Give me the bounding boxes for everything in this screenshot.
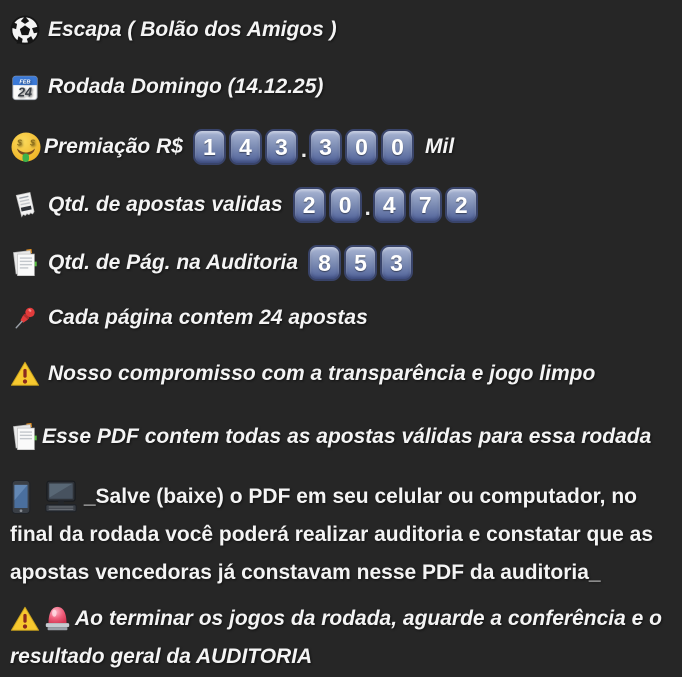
round-row (10, 70, 672, 104)
keycap-digit: 2 (293, 187, 326, 223)
prize-row (10, 128, 672, 166)
commitment-text: Nosso compromisso com a transparência e jogo limpo (48, 362, 596, 385)
keycap-digit: 4 (373, 187, 406, 223)
calendar-icon (10, 72, 40, 102)
title-text: Escapa ( Bolão dos Amigos ) (48, 18, 337, 41)
keycap-digit: 5 (344, 245, 377, 281)
keycap-digit: 8 (308, 245, 341, 281)
bookmark-tabs-icon (10, 422, 40, 452)
bets-label: Qtd. de apostas validas (48, 193, 283, 216)
title-row (10, 14, 672, 46)
bets-value (293, 187, 481, 223)
save-instructions (10, 478, 672, 592)
warning-icon (10, 360, 40, 388)
money-mouth-face-icon (10, 131, 42, 163)
pushpin-icon (10, 303, 40, 333)
pdf-info-row (10, 420, 672, 454)
money-eye-right: $ (30, 137, 35, 148)
keycap-digit: 0 (329, 187, 362, 223)
bookmark-tabs-icon (10, 248, 40, 278)
money-eye-left: $ (17, 137, 22, 148)
prize-value (193, 129, 417, 165)
pages-row (10, 244, 672, 282)
audit-notice (10, 600, 672, 676)
keycap-digit: 2 (445, 187, 478, 223)
commitment-row (10, 358, 672, 390)
per-page-text: Cada página contem 24 apostas (48, 306, 368, 329)
bets-row (10, 186, 672, 224)
pages-value (308, 245, 416, 281)
receipt-icon (10, 190, 40, 220)
round-text: Rodada Domingo (14.12.25) (48, 75, 324, 98)
thousands-separator: . (300, 137, 308, 162)
keycap-digit: 3 (265, 129, 298, 165)
prize-suffix: Mil (425, 135, 455, 158)
save-instructions-text: _Salve (baixe) o PDF em seu celular ou computador, no final da rodada você poderá realizar auditoria e constatar que as apostas vencedoras já constavam nesse PDF da auditoria_ (10, 485, 654, 584)
keycap-digit: 0 (345, 129, 378, 165)
keycap-digit: 0 (381, 129, 414, 165)
police-car-light-icon (44, 605, 71, 634)
keycap-digit: 4 (229, 129, 262, 165)
pdf-info-text: Esse PDF contem todas as apostas válidas para essa rodada (42, 425, 652, 448)
warning-icon (10, 605, 40, 633)
calendar-month-label: FEB (19, 79, 31, 86)
pages-label: Qtd. de Pág. na Auditoria (48, 251, 299, 274)
keycap-digit: 1 (193, 129, 226, 165)
personal-computer-icon (42, 480, 80, 514)
keycap-digit: 3 (380, 245, 413, 281)
calendar-day-label: 24 (17, 85, 33, 100)
mobile-phone-icon (10, 479, 32, 515)
soccer-ball-icon (10, 15, 40, 45)
audit-notice-text: Ao terminar os jogos da rodada, aguarde a conferência e o resultado geral da AUDITORIA (10, 607, 662, 668)
keycap-digit: 7 (409, 187, 442, 223)
prize-label: Premiação R$ (44, 135, 183, 158)
thousands-separator: . (364, 195, 371, 220)
keycap-digit: 3 (309, 129, 342, 165)
per-page-row (10, 302, 672, 334)
